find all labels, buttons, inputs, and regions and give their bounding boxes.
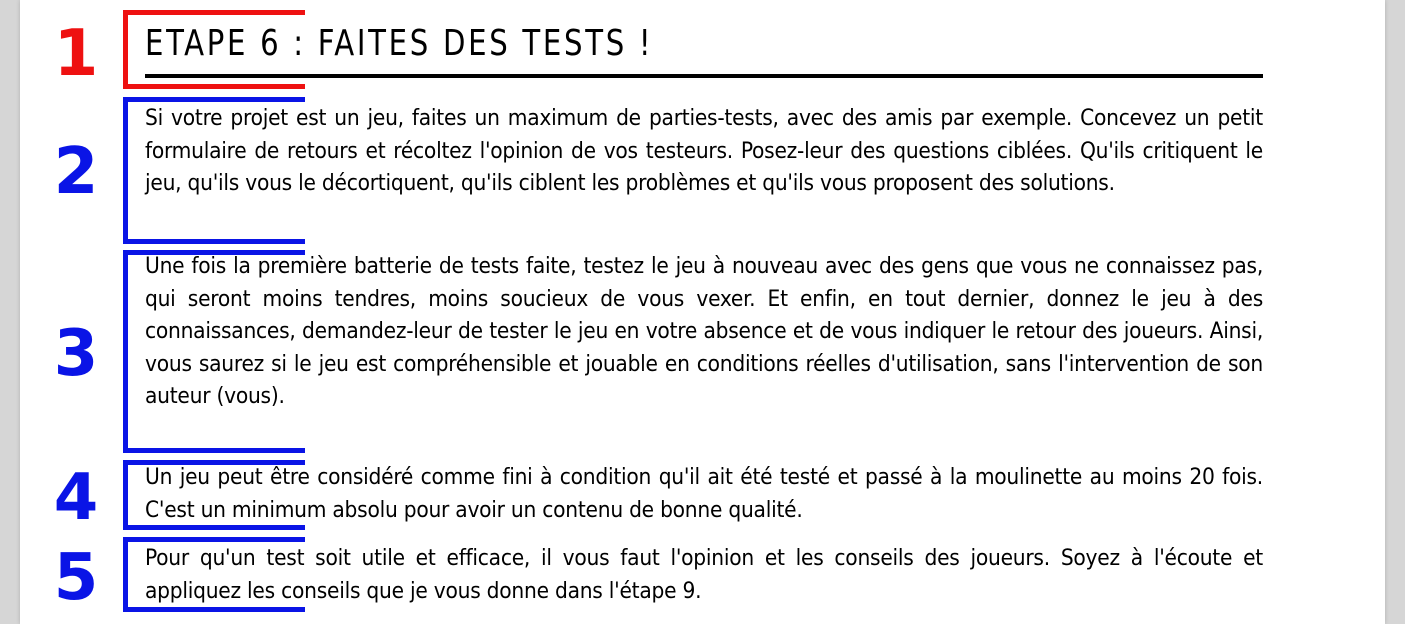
section-heading: ETAPE 6 : FAITES DES TESTS ! (145, 23, 654, 64)
annotation-number-4: 4 (53, 461, 99, 535)
paragraph-2: Une fois la première batterie de tests faite, testez le jeu à nouveau avec des gens que vous ne connaissez pas, qui seront moins tendres, moins soucieux de vous vexer. Et enfin, en tout dernier, donnez le jeu à des connaissances, demandez-leur de tester le jeu en votre absence et de vous indiquer le retour des joueurs. Ainsi, vous saurez si le jeu est compréhensible et jouable en conditions réelles d'utilisation, sans l'intervention de son auteur (vous). (145, 253, 1263, 410)
heading-underline (145, 74, 1263, 78)
annotation-number-5: 5 (53, 541, 99, 615)
paragraph-1: Si votre projet est un jeu, faites un maximum de parties-tests, avec des amis par exemple. Concevez un petit formulaire de retours et récoltez l'opinion de vos testeurs. Posez-leur des questions ciblées. Qu'ils critiquent le jeu, qu'ils vous le décortiquent, qu'ils ciblent les problèmes et qu'ils vous proposent des solutions. (145, 105, 1263, 197)
annotation-number-1: 1 (53, 17, 99, 91)
annotation-number-3: 3 (53, 317, 99, 391)
paragraph-4: Pour qu'un test soit utile et efficace, il vous faut l'opinion et les conseils des joueurs. Soyez à l'écoute et appliquez les conseils que je vous donne dans l'étape 9. (145, 545, 1263, 604)
annotation-number-2: 2 (53, 135, 99, 209)
paragraph-3: Un jeu peut être considéré comme fini à condition qu'il ait été testé et passé à la moulinette au moins 20 fois. C'est un minimum absolu pour avoir un contenu de bonne qualité. (145, 464, 1263, 523)
